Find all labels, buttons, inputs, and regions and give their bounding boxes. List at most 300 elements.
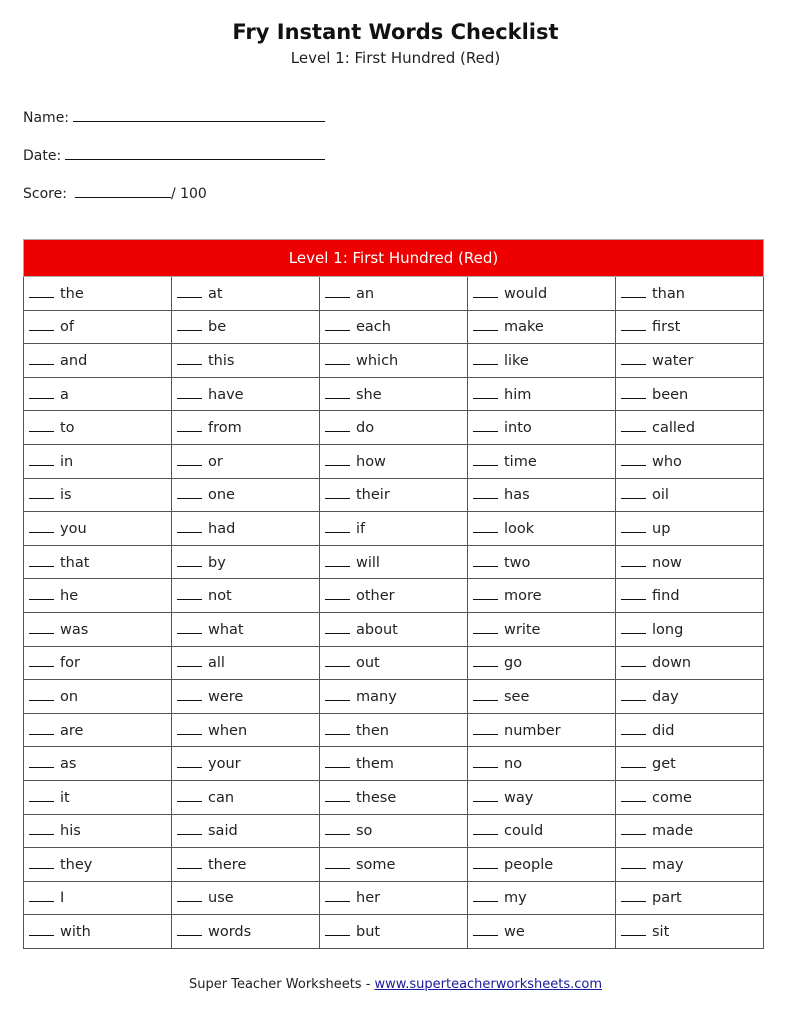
word-cell (616, 411, 764, 445)
word-label: with (60, 924, 91, 941)
word-cell (616, 747, 764, 781)
check-blank[interactable] (621, 352, 646, 365)
check-blank[interactable] (325, 352, 350, 365)
check-blank[interactable] (473, 419, 498, 432)
word-cell (172, 612, 320, 646)
word-cell (172, 713, 320, 747)
word-label: a (60, 386, 69, 403)
check-blank[interactable] (29, 688, 54, 701)
word-cell (320, 881, 468, 915)
check-blank[interactable] (29, 352, 54, 365)
table-row (24, 377, 764, 411)
check-blank[interactable] (473, 587, 498, 600)
check-blank[interactable] (29, 453, 54, 466)
check-blank[interactable] (325, 856, 350, 869)
name-label: Name: (23, 110, 70, 126)
date-label: Date: (23, 148, 62, 164)
word-label: than (652, 285, 685, 302)
check-blank[interactable] (177, 654, 202, 667)
word-cell (468, 310, 616, 344)
word-label: as (60, 756, 77, 773)
word-cell (616, 344, 764, 378)
check-blank[interactable] (621, 486, 646, 499)
word-cell (616, 680, 764, 714)
check-blank[interactable] (473, 285, 498, 298)
word-cell (616, 814, 764, 848)
check-blank[interactable] (621, 822, 646, 835)
word-cell (24, 646, 172, 680)
word-label: an (356, 285, 375, 302)
check-blank[interactable] (621, 889, 646, 902)
word-label: number (504, 722, 561, 739)
word-cell (468, 277, 616, 311)
word-label: it (60, 789, 70, 806)
word-label: more (504, 588, 542, 605)
table-row (24, 881, 764, 915)
word-label: into (504, 420, 532, 437)
check-blank[interactable] (621, 654, 646, 667)
check-blank[interactable] (473, 318, 498, 331)
word-label: see (504, 688, 530, 705)
word-cell (24, 444, 172, 478)
word-label: so (356, 823, 373, 840)
word-cell (24, 478, 172, 512)
word-cell (24, 612, 172, 646)
check-blank[interactable] (325, 520, 350, 533)
check-blank[interactable] (177, 520, 202, 533)
word-cell (468, 344, 616, 378)
table-row (24, 512, 764, 546)
word-checklist-table (23, 239, 764, 949)
table-row (24, 579, 764, 613)
check-blank[interactable] (325, 889, 350, 902)
check-blank[interactable] (325, 789, 350, 802)
check-blank[interactable] (29, 789, 54, 802)
word-cell (320, 411, 468, 445)
word-label: at (208, 285, 223, 302)
word-label: time (504, 453, 537, 470)
check-blank[interactable] (621, 386, 646, 399)
word-cell (468, 814, 616, 848)
check-blank[interactable] (29, 654, 54, 667)
word-label: now (652, 554, 682, 571)
check-blank[interactable] (621, 587, 646, 600)
check-blank[interactable] (473, 654, 498, 667)
table-row (24, 747, 764, 781)
word-cell (468, 848, 616, 882)
word-cell (320, 814, 468, 848)
word-cell (320, 646, 468, 680)
word-label: some (356, 856, 396, 873)
word-label: made (652, 823, 694, 840)
word-label: first (652, 319, 681, 336)
word-label: get (652, 756, 676, 773)
word-cell (468, 579, 616, 613)
word-label: which (356, 352, 399, 369)
check-blank[interactable] (473, 486, 498, 499)
table-row (24, 478, 764, 512)
check-blank[interactable] (177, 386, 202, 399)
check-blank[interactable] (29, 856, 54, 869)
score-total: / 100 (170, 186, 207, 202)
word-label: like (504, 352, 529, 369)
word-label: and (60, 352, 88, 369)
date-field (23, 145, 325, 165)
word-label: his (60, 823, 81, 840)
word-label: each (356, 319, 391, 336)
word-label: about (356, 621, 398, 638)
word-label: but (356, 924, 381, 941)
check-blank[interactable] (325, 923, 350, 936)
name-field (23, 107, 325, 127)
check-blank[interactable] (325, 486, 350, 499)
check-blank[interactable] (621, 554, 646, 567)
score-field (23, 183, 207, 203)
check-blank[interactable] (177, 554, 202, 567)
word-cell (616, 512, 764, 546)
check-blank[interactable] (621, 923, 646, 936)
check-blank[interactable] (177, 318, 202, 331)
word-label: that (60, 554, 90, 571)
word-cell (320, 680, 468, 714)
check-blank[interactable] (177, 688, 202, 701)
check-blank[interactable] (177, 923, 202, 936)
word-label: to (60, 420, 75, 437)
check-blank[interactable] (29, 923, 54, 936)
check-blank[interactable] (177, 822, 202, 835)
word-cell (616, 545, 764, 579)
word-label: what (208, 621, 244, 638)
check-blank[interactable] (177, 856, 202, 869)
table-row (24, 344, 764, 378)
check-blank[interactable] (325, 654, 350, 667)
word-label: were (208, 688, 244, 705)
word-label: long (652, 621, 684, 638)
check-blank[interactable] (29, 621, 54, 634)
word-cell (24, 848, 172, 882)
check-blank[interactable] (621, 453, 646, 466)
table-body (24, 277, 764, 949)
table-row (24, 612, 764, 646)
word-label: no (504, 756, 523, 773)
word-label: then (356, 722, 389, 739)
check-blank[interactable] (325, 722, 350, 735)
word-cell (468, 680, 616, 714)
word-cell (616, 915, 764, 949)
check-blank[interactable] (325, 755, 350, 768)
word-cell (24, 713, 172, 747)
word-cell (616, 881, 764, 915)
word-cell (320, 612, 468, 646)
word-label: of (60, 319, 74, 336)
check-blank[interactable] (473, 386, 498, 399)
check-blank[interactable] (325, 453, 350, 466)
check-blank[interactable] (621, 722, 646, 735)
word-label: been (652, 386, 689, 403)
check-blank[interactable] (473, 923, 498, 936)
word-cell (172, 545, 320, 579)
check-blank[interactable] (177, 621, 202, 634)
check-blank[interactable] (29, 318, 54, 331)
score-input-line[interactable] (75, 183, 171, 198)
word-label: many (356, 688, 397, 705)
word-label: could (504, 823, 544, 840)
word-cell (468, 612, 616, 646)
check-blank[interactable] (473, 352, 498, 365)
word-label: by (208, 554, 226, 571)
word-cell (616, 612, 764, 646)
word-cell (468, 915, 616, 949)
word-cell (24, 747, 172, 781)
word-cell (320, 377, 468, 411)
word-cell (172, 444, 320, 478)
check-blank[interactable] (621, 621, 646, 634)
word-label: be (208, 319, 227, 336)
word-cell (320, 545, 468, 579)
word-cell (172, 344, 320, 378)
word-label: you (60, 520, 87, 537)
word-cell (172, 680, 320, 714)
word-label: come (652, 789, 692, 806)
word-cell (320, 310, 468, 344)
word-label: not (208, 588, 232, 605)
footer-text: Super Teacher Worksheets - (189, 977, 375, 992)
word-cell (468, 780, 616, 814)
check-blank[interactable] (473, 722, 498, 735)
word-label: words (208, 924, 252, 941)
word-cell (320, 579, 468, 613)
word-cell (468, 478, 616, 512)
footer-link[interactable]: www.superteacherworksheets.com (374, 977, 602, 992)
word-label: up (652, 520, 671, 537)
word-label: had (208, 520, 236, 537)
check-blank[interactable] (177, 722, 202, 735)
table-row (24, 713, 764, 747)
word-label: on (60, 688, 79, 705)
word-cell (172, 915, 320, 949)
word-label: did (652, 722, 675, 739)
word-cell (24, 512, 172, 546)
check-blank[interactable] (621, 520, 646, 533)
check-blank[interactable] (29, 419, 54, 432)
check-blank[interactable] (325, 587, 350, 600)
check-blank[interactable] (621, 419, 646, 432)
word-cell (172, 814, 320, 848)
word-cell (172, 310, 320, 344)
check-blank[interactable] (473, 520, 498, 533)
word-cell (468, 512, 616, 546)
word-label: the (60, 285, 84, 302)
word-label: will (356, 554, 380, 571)
check-blank[interactable] (177, 419, 202, 432)
word-label: how (356, 453, 386, 470)
word-label: or (208, 453, 223, 470)
word-cell (616, 646, 764, 680)
check-blank[interactable] (621, 318, 646, 331)
word-label: they (60, 856, 93, 873)
table-row (24, 545, 764, 579)
word-cell (320, 277, 468, 311)
word-label: have (208, 386, 244, 403)
check-blank[interactable] (473, 889, 498, 902)
check-blank[interactable] (621, 789, 646, 802)
word-cell (616, 579, 764, 613)
check-blank[interactable] (621, 856, 646, 869)
word-cell (616, 310, 764, 344)
word-label: one (208, 487, 235, 504)
check-blank[interactable] (29, 587, 54, 600)
word-label: has (504, 487, 530, 504)
page-title: Fry Instant Words Checklist (232, 20, 559, 44)
word-cell (320, 848, 468, 882)
check-blank[interactable] (325, 554, 350, 567)
word-cell (24, 545, 172, 579)
check-blank[interactable] (177, 352, 202, 365)
score-label: Score: (23, 186, 67, 202)
word-cell (24, 277, 172, 311)
check-blank[interactable] (177, 587, 202, 600)
word-label: their (356, 487, 390, 504)
check-blank[interactable] (29, 520, 54, 533)
check-blank[interactable] (621, 755, 646, 768)
word-label: out (356, 655, 380, 672)
word-cell (24, 310, 172, 344)
word-label: said (208, 823, 238, 840)
check-blank[interactable] (29, 722, 54, 735)
check-blank[interactable] (473, 688, 498, 701)
word-cell (320, 344, 468, 378)
word-cell (468, 713, 616, 747)
check-blank[interactable] (473, 621, 498, 634)
table-heading: Level 1: First Hundred (Red) (24, 240, 764, 277)
word-label: there (208, 856, 247, 873)
word-cell (616, 713, 764, 747)
table-row (24, 915, 764, 949)
check-blank[interactable] (325, 386, 350, 399)
word-label: way (504, 789, 534, 806)
word-label: other (356, 588, 395, 605)
check-blank[interactable] (177, 789, 202, 802)
table-row (24, 277, 764, 311)
name-input-line[interactable] (73, 107, 325, 122)
check-blank[interactable] (29, 822, 54, 835)
check-blank[interactable] (325, 621, 350, 634)
word-label: part (652, 890, 682, 907)
word-cell (616, 780, 764, 814)
check-blank[interactable] (29, 386, 54, 399)
word-cell (24, 411, 172, 445)
word-cell (468, 646, 616, 680)
word-label: called (652, 420, 696, 437)
word-label: can (208, 789, 235, 806)
check-blank[interactable] (29, 554, 54, 567)
word-cell (172, 646, 320, 680)
check-blank[interactable] (29, 755, 54, 768)
check-blank[interactable] (29, 486, 54, 499)
check-blank[interactable] (177, 486, 202, 499)
check-blank[interactable] (473, 453, 498, 466)
word-cell (468, 881, 616, 915)
word-label: when (208, 722, 248, 739)
check-blank[interactable] (325, 822, 350, 835)
word-cell (172, 512, 320, 546)
check-blank[interactable] (473, 554, 498, 567)
check-blank[interactable] (473, 822, 498, 835)
word-cell (616, 848, 764, 882)
word-label: are (60, 722, 84, 739)
table-row (24, 680, 764, 714)
word-cell (172, 478, 320, 512)
check-blank[interactable] (177, 755, 202, 768)
table-row (24, 814, 764, 848)
word-cell (616, 277, 764, 311)
word-cell (320, 713, 468, 747)
word-label: I (60, 890, 65, 907)
word-label: in (60, 453, 74, 470)
check-blank[interactable] (621, 285, 646, 298)
check-blank[interactable] (473, 789, 498, 802)
word-label: her (356, 890, 381, 907)
word-label: them (356, 756, 394, 773)
table-header-row (24, 240, 764, 277)
word-label: who (652, 453, 682, 470)
word-label: we (504, 924, 525, 941)
word-label: is (60, 487, 72, 504)
check-blank[interactable] (325, 688, 350, 701)
word-label: look (504, 520, 535, 537)
word-cell (24, 780, 172, 814)
word-cell (320, 747, 468, 781)
check-blank[interactable] (177, 889, 202, 902)
word-label: she (356, 386, 382, 403)
check-blank[interactable] (29, 285, 54, 298)
word-label: do (356, 420, 375, 437)
word-label: sit (652, 924, 670, 941)
table-row (24, 848, 764, 882)
word-label: may (652, 856, 684, 873)
word-label: this (208, 352, 235, 369)
word-cell (172, 277, 320, 311)
word-cell (320, 780, 468, 814)
check-blank[interactable] (325, 285, 350, 298)
check-blank[interactable] (473, 755, 498, 768)
date-input-line[interactable] (65, 145, 325, 160)
check-blank[interactable] (29, 889, 54, 902)
page-subtitle: Level 1: First Hundred (Red) (290, 49, 501, 67)
check-blank[interactable] (177, 453, 202, 466)
word-cell (24, 915, 172, 949)
word-label: make (504, 319, 544, 336)
check-blank[interactable] (177, 285, 202, 298)
word-cell (172, 780, 320, 814)
word-cell (172, 747, 320, 781)
word-cell (468, 411, 616, 445)
word-label: two (504, 554, 531, 571)
word-label: find (652, 588, 680, 605)
word-cell (172, 848, 320, 882)
word-cell (24, 344, 172, 378)
check-blank[interactable] (473, 856, 498, 869)
footer (0, 977, 791, 992)
word-label: your (208, 756, 241, 773)
check-blank[interactable] (621, 688, 646, 701)
word-cell (468, 545, 616, 579)
table-row (24, 310, 764, 344)
check-blank[interactable] (325, 419, 350, 432)
check-blank[interactable] (325, 318, 350, 331)
word-cell (24, 881, 172, 915)
word-label: if (356, 520, 366, 537)
